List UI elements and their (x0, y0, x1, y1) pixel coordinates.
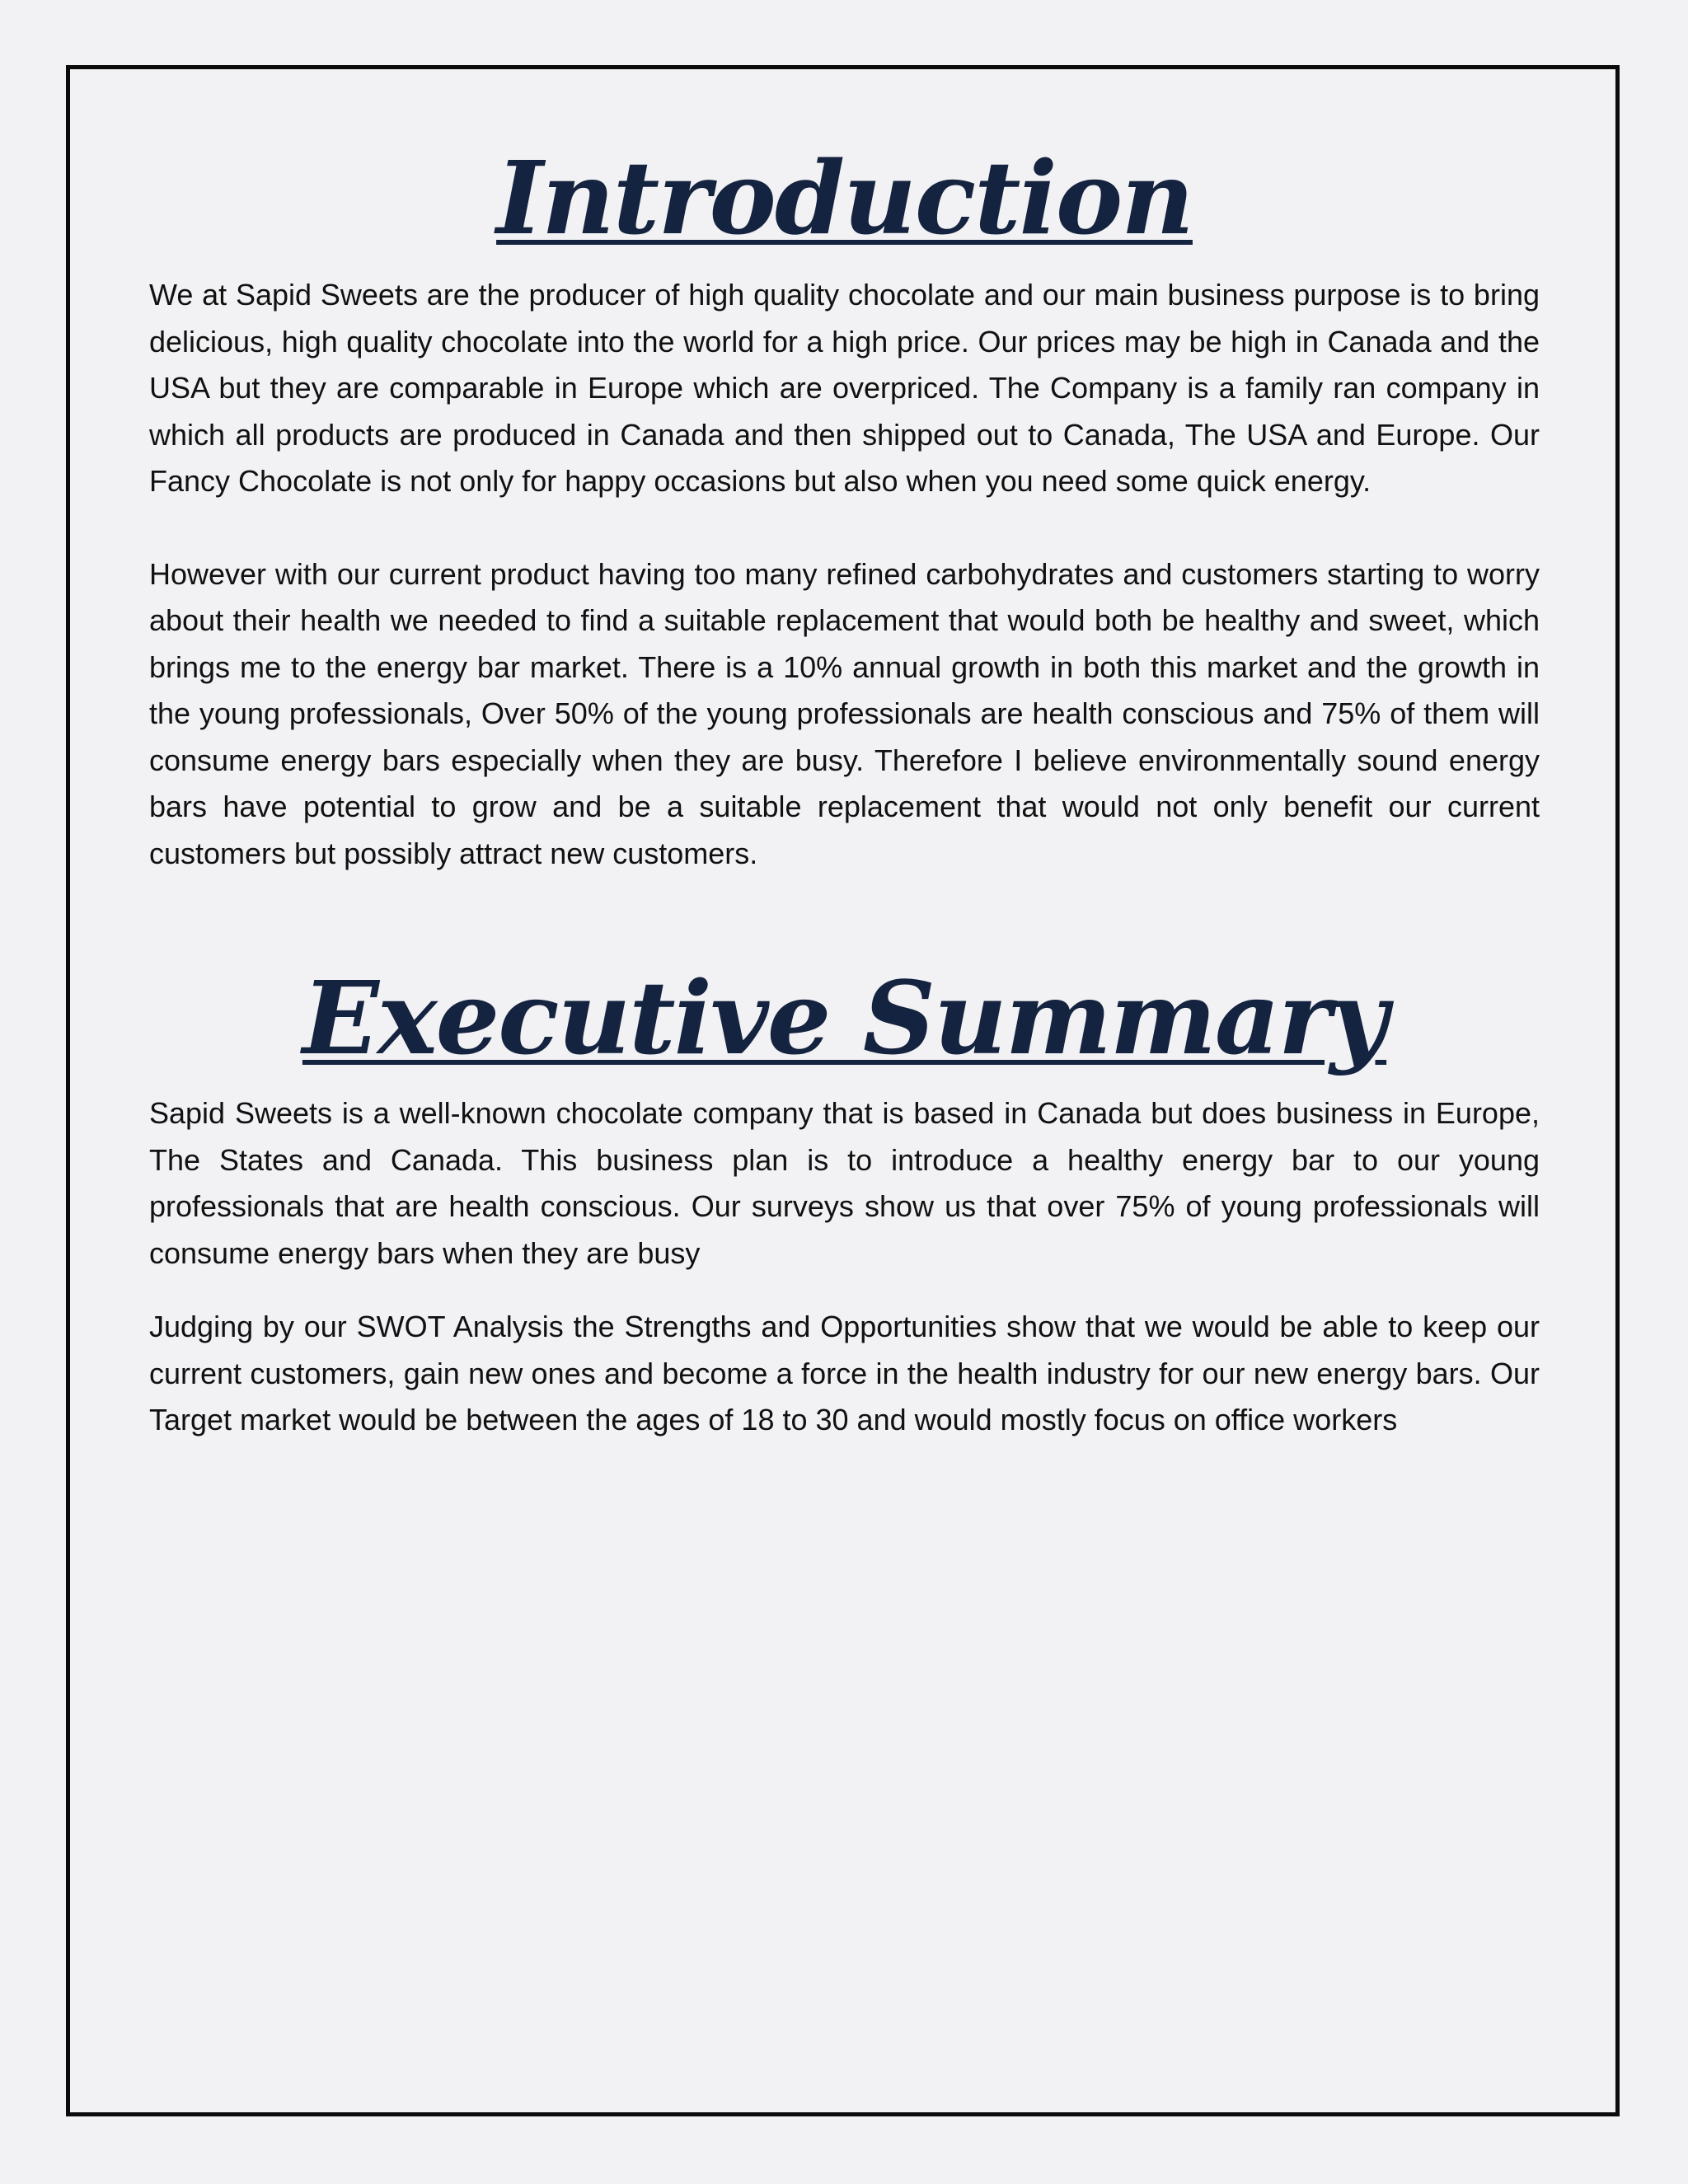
executive-summary-heading: Executive Summary (302, 958, 1387, 1077)
introduction-paragraph: However with our current product having too many refined carbohydrates and customers starting to worry about their health we needed to find a suitable replacement that would both be healthy and sweet, which brings me to the energy bar market. There is a 10% annual growth in both this market and the growth in the young professionals, Over 50% of the young professionals are health conscious and 75% of them will consume energy bars especially when they are busy. Therefore I believe environmentally sound energy bars have potential to grow and be a suitable replacement that would not only benefit our current customers but possibly attract new customers. (149, 556, 1540, 870)
introduction-paragraph: We at Sapid Sweets are the producer of high quality chocolate and our main business purpose is to bring delicious, high quality chocolate into the world for a high price. Our prices may be high in Canada and the USA but they are comparable in Europe which are overpriced. The Company is a family ran company in which all products are produced in Canada and then shipped out to Canada, The USA and Europe. Our Fancy Chocolate is not only for happy occasions but also when you need some quick energy. (149, 278, 1540, 498)
introduction-section (149, 136, 1540, 877)
executive-summary-section (149, 956, 1540, 1444)
introduction-heading: Introduction (496, 138, 1193, 257)
document-body (149, 136, 1540, 1444)
executive-summary-paragraph: Sapid Sweets is a well-known chocolate company that is based in Canada but does business in Europe, The States and Canada. This business plan is to introduce a healthy energy bar to our young professionals that are health conscious. Our surveys show us that over 75% of young professionals will consume energy bars when they are busy (149, 1096, 1540, 1270)
executive-summary-paragraph: Judging by our SWOT Analysis the Strengths and Opportunities show that we would be able to keep our current customers, gain new ones and become a force in the health industry for our new energy bars. Our Target market would be between the ages of 18 to 30 and would mostly focus on office workers (149, 1310, 1540, 1436)
